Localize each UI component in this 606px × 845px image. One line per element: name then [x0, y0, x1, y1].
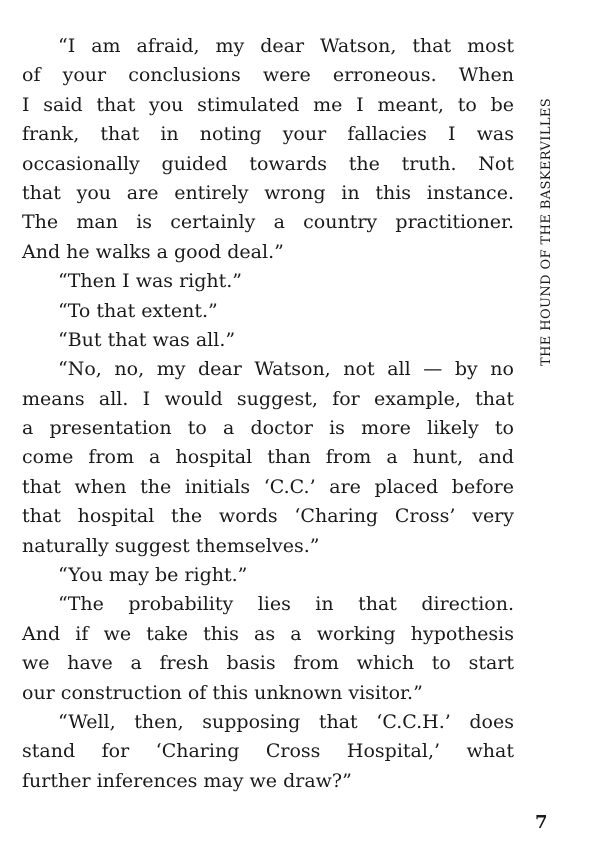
text-line: “You may be right.”	[58, 564, 248, 587]
text-line: frank, that in noting your fallacies I was	[22, 123, 514, 146]
text-line: stand for ‘Charing Cross Hospital,’ what	[22, 740, 514, 763]
text-line: “The probability lies in that direction.	[58, 593, 514, 616]
text-line: “Then I was right.”	[58, 270, 243, 293]
text-line: that when the initials ‘C.C.’ are placed before	[22, 475, 514, 498]
text-line: means all. I would suggest, for example, that	[22, 387, 514, 410]
text-line: occasionally guided towards the truth. Not	[22, 152, 514, 175]
running-head: THE HOUND OF THE BASKERVILLES	[539, 97, 554, 366]
text-line: we have a fresh basis from which to start	[22, 652, 514, 675]
text-line: a presentation to a doctor is more likely to	[22, 417, 514, 440]
text-line: “But that was all.”	[58, 328, 236, 351]
text-line: And he walks a good deal.”	[22, 240, 284, 263]
text-line: I said that you stimulated me I meant, to be	[22, 93, 514, 116]
text-line: come from a hospital than from a hunt, and	[22, 446, 514, 469]
text-line: “To that extent.”	[58, 299, 218, 322]
text-line: “Well, then, supposing that ‘C.C.H.’ does	[58, 710, 514, 733]
text-line: that hospital the words ‘Charing Cross’ very	[22, 505, 514, 528]
text-line: that you are entirely wrong in this instance.	[22, 181, 514, 204]
text-line: The man is certainly a country practitioner.	[22, 211, 514, 234]
text-line: of your conclusions were erroneous. When	[22, 64, 514, 87]
text-line: And if we take this as a working hypothesis	[22, 622, 514, 645]
body-text	[22, 32, 514, 796]
text-line: naturally suggest themselves.”	[22, 534, 320, 557]
text-line: “No, no, my dear Watson, not all — by no	[58, 358, 514, 381]
text-line: further inferences may we draw?”	[22, 769, 352, 792]
text-line: “I am afraid, my dear Watson, that most	[58, 35, 514, 57]
page-number: 7	[535, 812, 548, 833]
text-line: our construction of this unknown visitor.”	[22, 681, 423, 704]
